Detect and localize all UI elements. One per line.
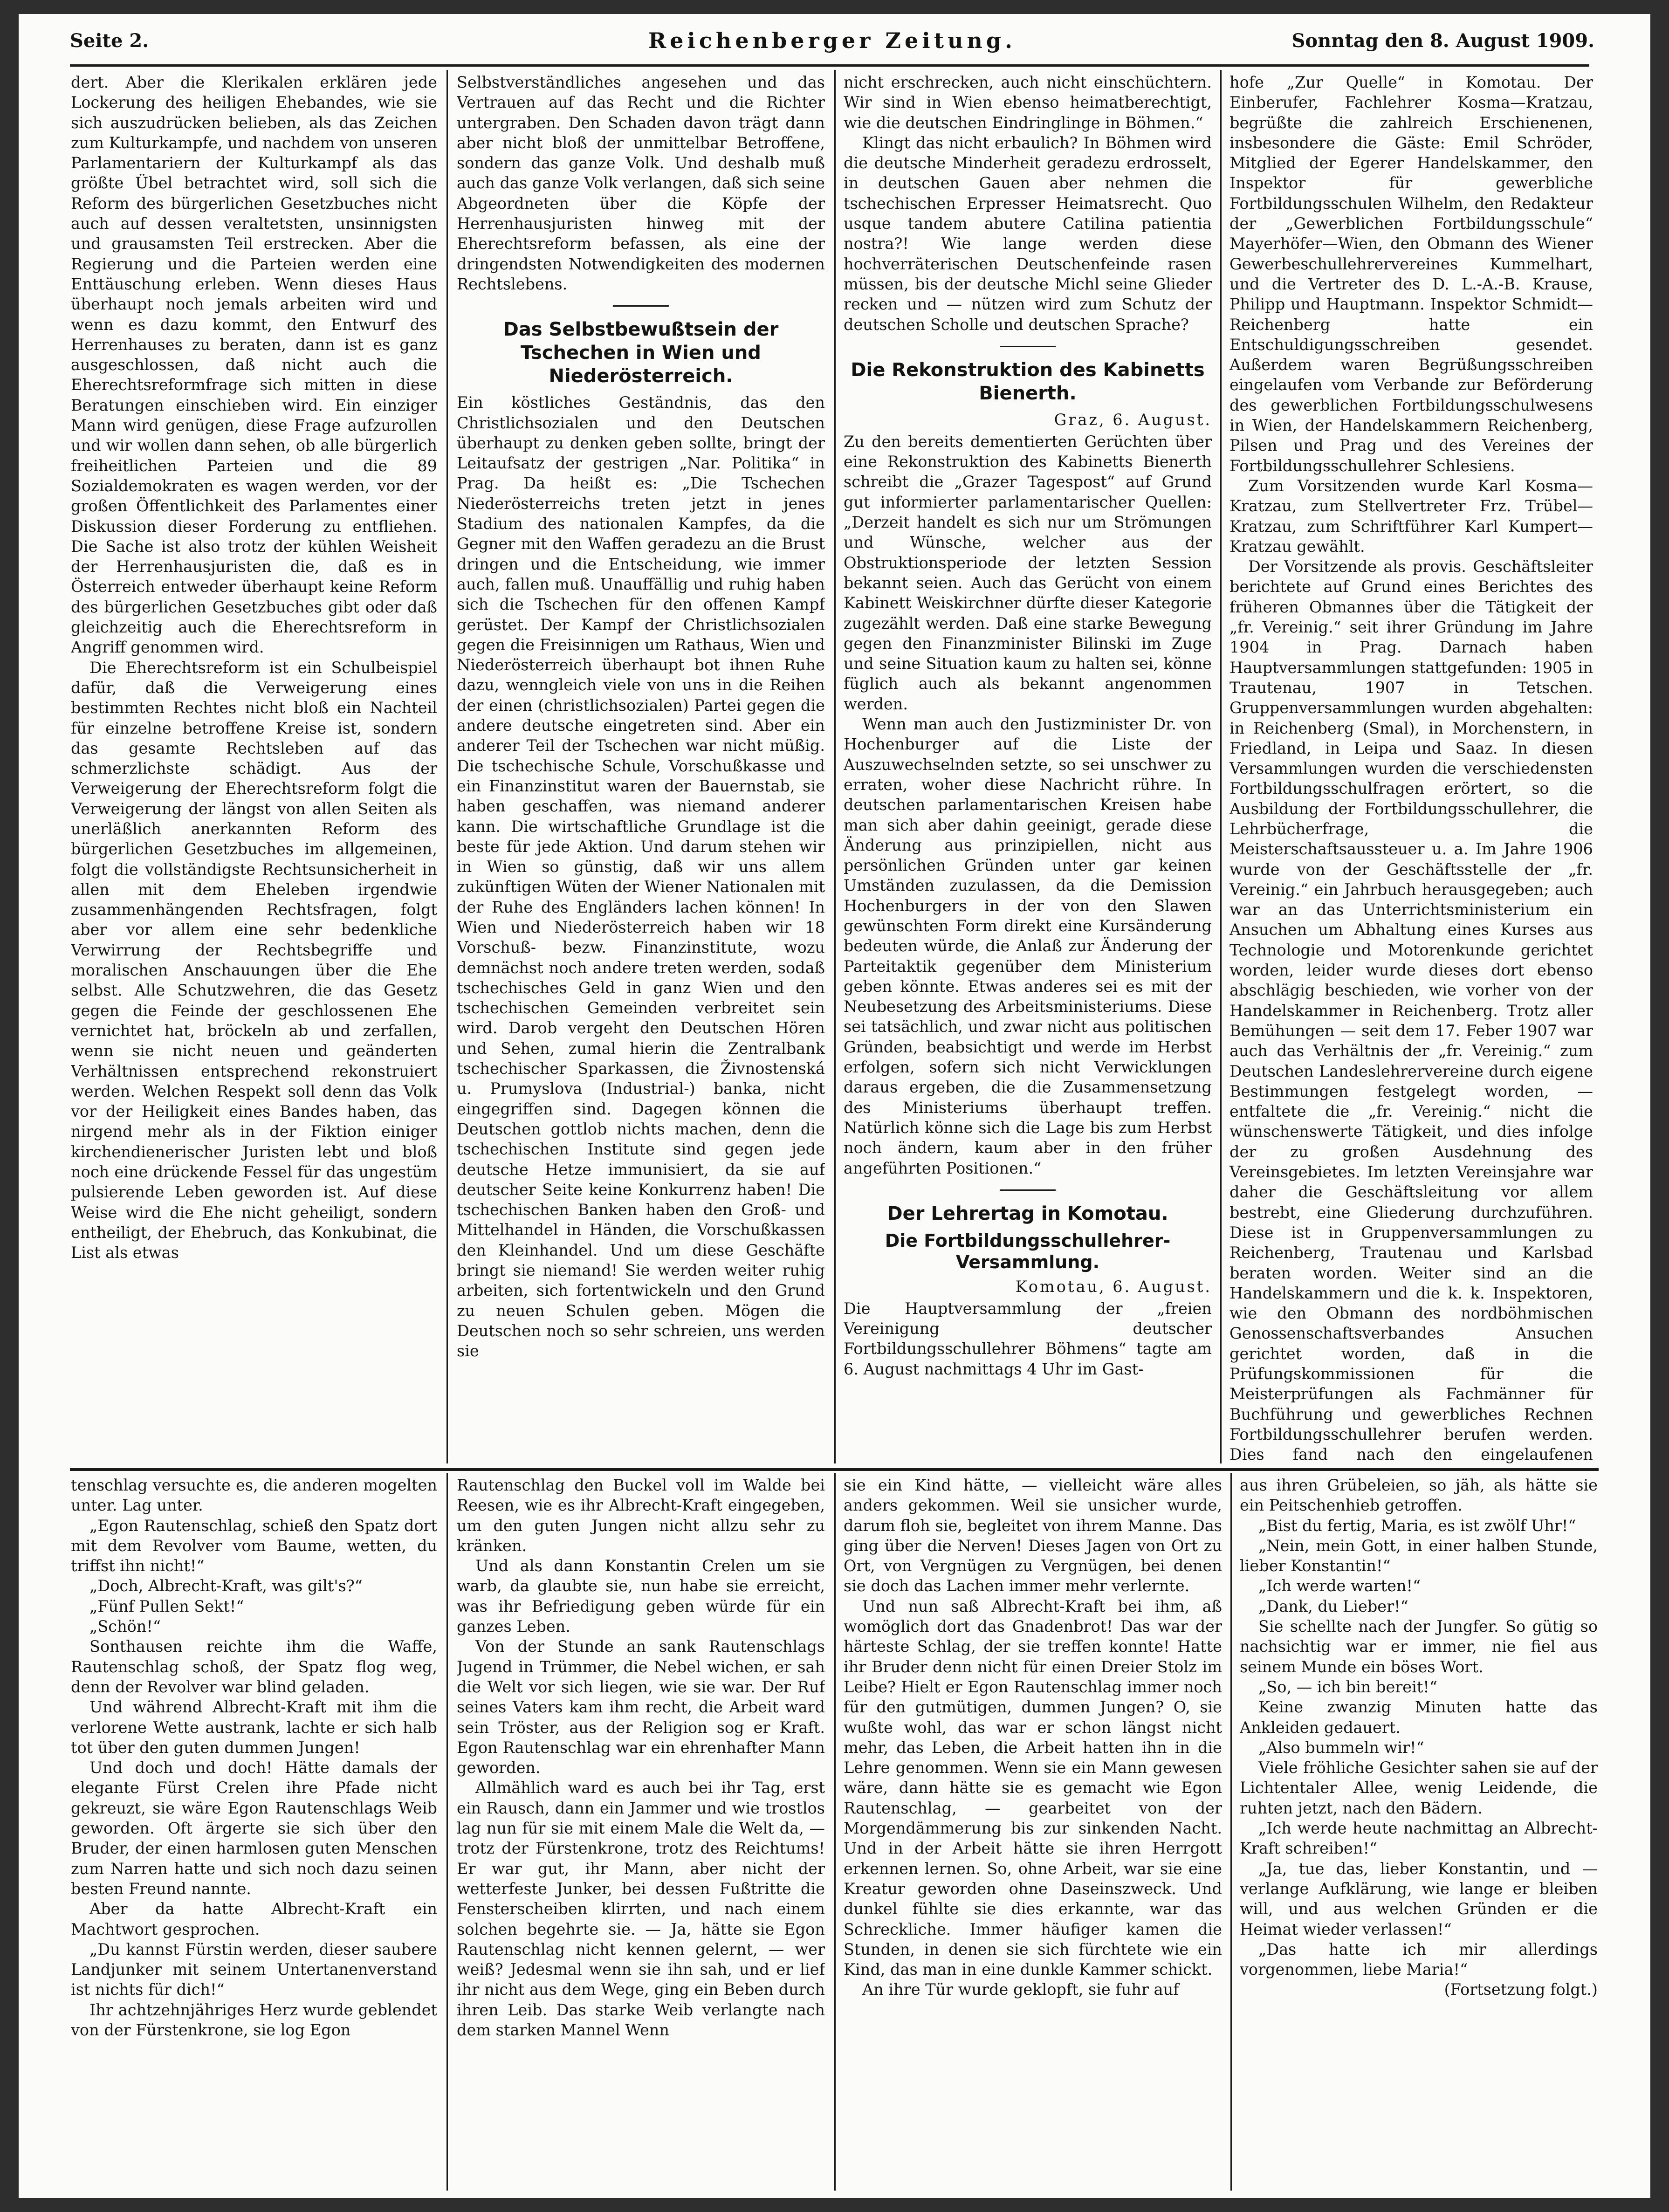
feuilleton-column-2 xyxy=(457,1475,825,2191)
story-paragraph: „So, — ich bin bereit!“ xyxy=(1258,1677,1437,1696)
story-paragraph: Und nun saß Albrecht-Kraft bei ihm, aß womöglich dort das Gnadenbrot! Das war der härteste Schlag, der sie treffen konnte! Hatte ihr Bruder denn nicht für einen Dreier Stolz im Leibe? Hielt er Egon Rautenschlag immer noch für den gutmütigen, dummen Jungen? O, sie wußte wohl, das war er schon längst nicht mehr, das Leben, die Arbeit hatten ihn in die Lehre genommen. Wenn sie ein Mann gewesen wäre, dann hätte sie es gemacht wie Egon Rautenschlag, — gearbeitet von der Morgendämmerung bis zur sinkenden Nacht. Und in der Arbeit hätte sie ihren Herrgott erkennen lernen. So, ohne Arbeit, war sie eine Kreatur geworden ohne Daseinszweck. Und dunkel fühlte sie dies erkannte, war das Schreckliche. Immer häufiger kamen die Stunden, in denen sie sich fürchtete wie ein Kind, das man in eine dunkle Kammer schickt. xyxy=(844,1597,1222,1979)
story-paragraph: „Dank, du Lieber!“ xyxy=(1258,1597,1408,1615)
story-paragraph: Und doch und doch! Hätte damals der elegante Fürst Crelen ihre Pfade nicht gekreuzt, sie wäre Egon Rautenschlags Weib geworden. Oft ärgerte sie sich über den Bruder, der einen harmlosen guten Menschen zum Narren hatte und sich noch dazu seinen besten Freund nannte. xyxy=(71,1759,437,1898)
article-paragraph: Zum Vorsitzenden wurde Karl Kosma—Kratzau, zum Stellvertreter Frz. Trübel—Kratzau, zum Schriftführer Karl Kumpert—Kratzau gewählt. xyxy=(1229,476,1593,556)
story-paragraph: „Nein, mein Gott, in einer halben Stunde, lieber Konstantin!“ xyxy=(1240,1536,1598,1575)
article-paragraph: nicht erschrecken, auch nicht einschüchtern. Wir sind in Wien ebenso heimatberechtigt, wie die deutschen Eindringlinge in Böhmen.“ xyxy=(844,73,1212,132)
feuilleton-column-4 xyxy=(1240,1475,1598,2191)
column-rule-2 xyxy=(834,70,836,1463)
story-paragraph: „Du kannst Fürstin werden, dieser saubere Landjunker mit seinem Untertanenverstand ist nichts für dich!“ xyxy=(71,1940,437,1999)
story-paragraph: Von der Stunde an sank Rautenschlags Jugend in Trümmer, die Nebel wichen, er sah die Welt vor sich liegen, wie sie war. Der Ruf seines Vaters kam ihm recht, die Arbeit ward sein Tröster, aus der Religion sog er Kraft. Egon Rautenschlag war ein ehrenhafter Mann geworden. xyxy=(457,1637,825,1777)
article-paragraph: Zu den bereits dementierten Gerüchten über eine Rekonstruktion des Kabinetts Bienerth schreibt die „Grazer Tagespost“ auf Grund gut informierter parlamentarischer Quellen: „Derzeit handelt es sich nur um Strömungen und Wünsche, welcher aus der Obstruktionsperiode der letzten Session bekannt seien. Auch das Gerücht von einem Kabinett Weiskirchner dürfte dieser Kategorie zugezählt werden. Daß eine starke Bewegung gegen den Finanzminister Bilinski im Zuge und seine Situation kaum zu halten sei, könne füglich auch als bekannt angenommen werden. xyxy=(844,432,1212,713)
masthead: Reichenberger Zeitung. xyxy=(648,28,1017,53)
story-paragraph: sie ein Kind hätte, — vielleicht wäre alles anders gekommen. Weil sie unsicher wurde, darum floh sie, begleitet von ihrem Manne. Das ging über die Nerven! Dieses Jagen von Ort zu Ort, von Vergnügen zu Vergnügen, bei denen sie doch das Lachen immer mehr verlernte. xyxy=(844,1476,1222,1595)
story-paragraph: Allmählich ward es auch bei ihr Tag, erst ein Rausch, dann ein Jammer und wie trostlos lag nun für sie mit einem Male die Welt da, — trotz der Fürstenkrone, trotz des Reichtums! Er war gut, ihr Mann, aber nicht der wetterfeste Junker, bei dessen Fußtritte die Fensterscheiben klirrten, und nach einem solchen begehrte sie. — Ja, hätte sie Egon Rautenschlag nicht kennen gelernt, — wer weiß? Jedesmal wenn sie ihn sah, und er lief ihr nicht aus dem Wege, ging ein Beben durch ihren Leib. Das starke Weib verlangte nach dem starken Mannel Wenn xyxy=(457,1779,825,2040)
feuilleton-rule xyxy=(70,1468,1599,1471)
story-paragraph: Rautenschlag den Buckel voll im Walde bei Reesen, wie es ihr Albrecht-Kraft eingegeben, um den guten Jungen nicht allzu sehr zu kränken. xyxy=(457,1476,825,1555)
article-column-4 xyxy=(1229,72,1593,1463)
story-paragraph: Viele fröhliche Gesichter sahen sie auf der Lichtentaler Allee, wenig Leidende, die ruhten jetzt, nach den Bädern. xyxy=(1240,1759,1598,1817)
page-number: Seite 2. xyxy=(70,30,149,52)
story-paragraph: „Bist du fertig, Maria, es ist zwölf Uhr!“ xyxy=(1258,1516,1576,1535)
article-paragraph: Wenn man auch den Justizminister Dr. von Hochenburger auf die Liste der Auszuwechselnden setzte, so sei unschwer zu erraten, woher diese Nachricht rühre. In deutschen parlamentarischen Kreisen habe man sich aber dahin geeinigt, gerade diese Änderung aus prinzipiellen, nicht aus persönlichen Gründen unter gar keinen Umständen zuzulassen, da die Demission Hochenburgers in der von den Slawen gewünschten Form direkt eine Kursänderung bedeuten würde, die Anlaß zur Änderung der Parteitaktik gegenüber dem Ministerium geben könnte. Etwas anderes sei es mit der Neubesetzung des Arbeitsministeriums. Diese sei tatsächlich, und zwar nicht aus politischen Gründen, beabsichtigt und werde im Herbst erfolgen, sofern sich nicht Verwicklungen daraus ergeben, die die Zusammensetzung des Ministeriums überhaupt treffen. Natürlich könne sich die Lage bis zum Herbst noch ändern, kaum aber in den früher angeführten Positionen.“ xyxy=(844,715,1212,1177)
issue-date: Sonntag den 8. August 1909. xyxy=(1291,30,1594,52)
story-paragraph: Aber da hatte Albrecht-Kraft ein Machtwort gesprochen. xyxy=(71,1900,437,1938)
article-column-1 xyxy=(71,72,437,1463)
feuilleton-column-rule-1 xyxy=(446,1473,448,2191)
story-paragraph: „Schön!“ xyxy=(89,1617,161,1636)
dateline: Graz, 6. August. xyxy=(1054,410,1212,429)
story-paragraph: aus ihren Grübeleien, so jäh, als hätte sie ein Peitschenhieb getroffen. xyxy=(1240,1476,1598,1515)
article-paragraph: Der Vorsitzende als provis. Geschäftsleiter berichtete auf Grund eines Berichtes des früheren Obmannes über die Tätigkeit der „fr. Vereinig.“ seit ihrer Gründung im Jahre 1904 in Prag. Darnach haben Hauptversammlungen stattgefunden: 1905 in Trautenau, 1907 in Tetschen. Gruppenversammlungen wurden abgehalten: in Reichenberg (Smal), in Morchenstern, in Friedland, in Leipa und Saaz. In diesen Versammlungen wurden die verschiedensten Fortbildungsschulfragen erörtert, so die Ausbildung der Fortbildungsschullehrer, die Lehrbücherfrage, die Meisterschaftsaussteuer u. a. Im Jahre 1906 wurde von der Geschäftsstelle der „fr. Vereinig.“ ein Jahrbuch herausgegeben; auch war an das Unterrichtsministerium ein Ansuchen um Abhaltung eines Kurses aus Technologie und Motorenkunde gerichtet worden, leider wurde dieses dort ebenso abschlägig beschieden, wie vorher von der Handelskammer in Reichenberg. Trotz aller Bemühungen — seit dem 17. Feber 1907 war auch das Verhältnis der „fr. Vereinig.“ zum Deutschen Landeslehrervereine durch eigene Bestimmungen festgelegt worden, — entfaltete die „fr. Vereinig.“ nicht die wünschenswerte Tätigkeit, und dies infolge der zu großen Ausdehnung des Vereinsgebietes. Im letzten Vereinsjahre war daher die Geschäftsleitung vor allem bestrebt, eine Gliederung durchzuführen. Diese ist in Gruppenversammlungen zu Reichenberg, Trautenau und Karlsbad beraten worden. Weiter sind an die Handelskammern und die k. k. Inspektoren, wie den Obmann des nordböhmischen Genossenschaftsverbandes Ansuchen gerichtet worden, daß in die Prüfungskommissionen für die Meisterprüfungen als Fachmänner für Buchführung und gewerbliches Rechnen Fortbildungsschullehrer berufen werden. Dies fand nach den eingelaufenen xyxy=(1229,557,1593,1463)
article-column-3 xyxy=(844,72,1212,1463)
article-paragraph: Die Hauptversammlung der „freien Vereinigung deutscher Fortbildungsschullehrer Böhmens“ tagte am 6. August nachmittags 4 Uhr im Gast- xyxy=(844,1299,1212,1378)
column-rule-3 xyxy=(1220,70,1222,1463)
scan-border-bottom xyxy=(0,2198,1669,2212)
dateline: Komotau, 6. August. xyxy=(1015,1277,1212,1296)
article-subheadline: Die Fortbildungsschullehrer-Versammlung. xyxy=(885,1230,1171,1272)
article-separator xyxy=(1000,1189,1056,1191)
article-paragraph: Klingt das nicht erbaulich? In Böhmen wird die deutsche Minderheit geradezu erdrosselt, in deutschen Gauen aber nehmen die tschechischen Erpresser Heimatsrecht. Quo usque tandem abutere Catilina patientia nostra?! Wie lange werden diese hochverräterischen Deutschenfeinde rasen müssen, bis der deutsche Michl seine Glieder recken und — nützen wird zum Schutz der deutschen Scholle und deutschen Sprache? xyxy=(844,133,1212,334)
scan-border-right xyxy=(1650,0,1669,2212)
story-paragraph: Ihr achtzehnjähriges Herz wurde geblendet von der Fürstenkrone, sie log Egon xyxy=(71,2000,437,2040)
article-headline: Das Selbstbewußtsein der Tschechen in Wien und Niederösterreich. xyxy=(503,319,779,387)
article-separator xyxy=(613,305,669,307)
article-paragraph: dert. Aber die Klerikalen erklären jede Lockerung des heiligen Ehebandes, wie sie sich auszudrücken belieben, als das Zeichen zum Kulturkampfe, und nachdem von unseren Parlamentariern der Kulturkampf als das größte Übel betrachtet wird, soll sich die Reform des bürgerlichen Gesetzbuches nicht auch auf dessen veraltetsten, unsinnigsten und grausamsten Teil erstrecken. Aber die Regierung und die Parteien werden eine Enttäuschung erleben. Wenn dieses Haus überhaupt noch jemals arbeiten wird und wenn es dazu kommt, den Entwurf des Herrenhauses zu beraten, dann ist es ganz ausgeschlossen, daß nicht auch die Eherechtsreformfrage sich mitten in diese Beratungen einschieben wird. Ein einziger Mann wird genügen, diese Frage aufzurollen und wir wollen dann sehen, ob alle bürgerlich freiheitlichen Parteien und die 89 Sozialdemokraten es wagen werden, vor der großen Öffentlichkeit des Parlamentes einer Diskussion dieser Forderung zu entfliehen. Die Sache ist also trotz der kühlen Weisheit der Herrenhausjuristen die, daß es in Österreich entweder überhaupt keine Reform des bürgerlichen Gesetzbuches gibt oder daß gleichzeitig auch die Eherechtsreform in Angriff genommen wird. xyxy=(71,73,437,657)
story-paragraph: „Also bummeln wir!“ xyxy=(1258,1738,1424,1757)
article-separator xyxy=(1000,346,1056,347)
story-paragraph: Keine zwanzig Minuten hatte das Ankleiden gedauert. xyxy=(1240,1698,1598,1737)
article-headline: Die Rekonstruktion des Kabinetts Bienerth. xyxy=(851,359,1205,404)
article-paragraph: Ein köstliches Geständnis, das den Christlichsozialen und den Deutschen überhaupt zu denken geben sollte, bringt der Leitaufsatz der gestrigen „Nar. Politika“ in Prag. Da heißt es: „Die Tschechen Niederösterreichs treten jetzt in jenes Stadium des nationalen Kampfes, da die Gegner mit den Waffen geradezu an die Brust dringen und die Entscheidung, wie immer auch, fallen muß. Unauffällig und ruhig haben sich die Tschechen für den offenen Kampf gerüstet. Der Kampf der Christlichsozialen gegen die Freisinnigen um Rathaus, Wien und Niederösterreich überhaupt bot ihnen Ruhe dazu, wenngleich viele von uns in die Reihen der einen (christlichsozialen) Partei gegen die andere deutsche eingetreten sind. Aber ein anderer Teil der Tschechen war nicht müßig. Die tschechische Schule, Vorschußkasse und ein Finanzinstitut waren der Bauernstab, sie haben geschaffen, was niemand anderer kann. Die wirtschaftliche Grundlage ist die beste für jede Aktion. Und darum stehen wir in Wien so günstig, daß wir uns allem zukünftigen Wüten der Wiener Nationalen mit der Ruhe des Engländers lachen können! In Wien und Niederösterreich haben wir 18 Vorschuß- bezw. Finanzinstitute, wozu demnächst noch andere treten werden, sodaß tschechisches Geld in ganz Wien und den tschechischen Gemeinden verbreitet sein wird. Darob vergeht den Deutschen Hören und Sehen, zumal hierin die Zentralbank tschechischer Sparkassen, die Živnostenská u. Prumyslova (Industrial-) banka, nicht eingegriffen sind. Dagegen können die Deutschen gottlob nichts machen, denn die tschechischen Institute sind gegen jede deutsche Hetze immunisiert, da sie auf deutscher Seite keine Konkurrenz haben! Die tschechischen Banken haben den Groß- und Mittelhandel in Händen, die Vorschußkassen den Kleinhandel. Und um diese Geschäfte bringt sie niemand! Sie werden weiter ruhig arbeiten, sich fortentwickeln und den Grund zu neuen Schulen geben. Mögen die Deutschen noch so sehr schreien, uns werden sie xyxy=(457,393,825,1360)
feuilleton-column-3 xyxy=(844,1475,1222,2191)
header-rule xyxy=(70,64,1589,67)
story-paragraph: Sonthausen reichte ihm die Waffe, Rautenschlag schoß, der Spatz flog weg, denn der Revolver war blind geladen. xyxy=(71,1637,437,1696)
story-paragraph: Und während Albrecht-Kraft mit ihm die verlorene Wette austrank, lachte er sich halb tot über den guten dummen Jungen! xyxy=(71,1698,437,1757)
story-paragraph: „Das hatte ich mir allerdings vorgenommen, liebe Maria!“ xyxy=(1240,1940,1598,1979)
story-paragraph: „Ja, tue das, lieber Konstantin, und — verlange Aufklärung, wie lange er bleiben will, und aus welchen Gründen er die Heimat wieder verlassen!“ xyxy=(1240,1859,1598,1938)
story-paragraph: „Ich werde heute nachmittag an Albrecht-Kraft schreiben!“ xyxy=(1240,1819,1598,1858)
story-paragraph: Sie schellte nach der Jungfer. So gütig so nachsichtig war er immer, nie fiel aus seinem Munde ein böses Wort. xyxy=(1240,1617,1598,1676)
story-paragraph: Und als dann Konstantin Crelen um sie warb, da glaubte sie, nun habe sie erreicht, was ihr Befriedigung geben würde für ein ganzes Leben. xyxy=(457,1557,825,1636)
scan-border-top xyxy=(0,0,1669,14)
story-paragraph: An ihre Tür wurde geklopft, sie fuhr auf xyxy=(862,1980,1179,1999)
story-paragraph: „Fünf Pullen Sekt!“ xyxy=(89,1597,244,1615)
continuation-note: (Fortsetzung folgt.) xyxy=(1444,1980,1598,1999)
story-paragraph: „Egon Rautenschlag, schieß den Spatz dort mit dem Revolver vom Baume, wetten, du triffst ihn nicht!“ xyxy=(71,1516,437,1575)
story-paragraph: tenschlag versuchte es, die anderen mogelten unter. Lag unter. xyxy=(71,1476,437,1515)
story-paragraph: „Ich werde warten!“ xyxy=(1258,1577,1421,1595)
feuilleton-column-rule-2 xyxy=(834,1473,836,2191)
feuilleton-column-1 xyxy=(71,1475,437,2191)
article-column-2 xyxy=(457,72,825,1463)
story-paragraph: „Doch, Albrecht-Kraft, was gilt's?“ xyxy=(89,1577,363,1595)
article-paragraph: Die Eherechtsreform ist ein Schulbeispiel dafür, daß die Verweigerung eines bestimmten Rechtes nicht bloß ein Nachteil für einzelne betroffene Kreise ist, sondern das gesamte Rechtsleben auf das schmerzlichste schädigt. Aus der Verweigerung der Eherechtsreform folgt die Verweigerung der längst von allen Seiten als unerläßlich anerkannten Reform des bürgerlichen Gesetzbuches im allgemeinen, folgt die vollständigste Rechtsunsicherheit in allen mit dem Eheleben irgendwie zusammenhängenden Rechtsfragen, folgt aber vor allem eine sehr bedenkliche Verwirrung der Rechtsbegriffe und moralischen Anschauungen über die Ehe selbst. Alle Schutzwehren, die das Gesetz gegen die Feinde der geschlossenen Ehe vernichtet hat, bröckeln ab und zerfallen, wenn sie nicht neuen und geänderten Verhältnissen entsprechend rekonstruiert werden. Welchen Respekt soll denn das Volk vor der Heiligkeit eines Bandes haben, das nirgend mehr als in der Fiktion einiger kirchendienerischer Juristen lebt und bloß noch eine drückende Fessel für das ungestüm pulsierende Leben geworden ist. Auf diese Weise wird die Ehe nicht geheiligt, sondern entheiligt, der Ehebruch, das Konkubinat, die List als etwas xyxy=(71,658,437,1262)
column-rule-1 xyxy=(446,70,448,1463)
article-paragraph: Selbstverständliches angesehen und das Vertrauen auf das Recht und die Richter untergraben. Den Schaden davon trägt dann aber nicht bloß der unmittelbar Betroffene, sondern das ganze Volk. Und deshalb muß auch das ganze Volk verlangen, daß sich seine Abgeordneten über die Köpfe der Herrenhausjuristen hinweg mit der Eherechtsreform befassen, als eine der dringendsten Notwendigkeiten des modernen Rechtslebens. xyxy=(457,73,825,293)
page-header xyxy=(70,23,1594,61)
feuilleton-column-rule-3 xyxy=(1230,1473,1232,2191)
scan-border-left xyxy=(0,0,19,2212)
article-paragraph: hofe „Zur Quelle“ in Komotau. Der Einberufer, Fachlehrer Kosma—Kratzau, begrüßte die zahlreich Erschienenen, insbesondere die Gäste: Emil Schröder, Mitglied der Egerer Handelskammer, den Inspektor für gewerbliche Fortbildungsschulen Wilhelm, den Redakteur der „Gewerblichen Fortbildungsschule“ Mayerhöfer—Wien, den Obmann des Wiener Gewerbeschullehrervereines Kummelhart, und die Vertreter des D. L.-A.-B. Krause, Philipp und Hauptmann. Inspektor Schmidt—Reichenberg hatte ein Entschuldigungsschreiben gesendet. Außerdem waren Begrüßungsschreiben eingelaufen vom Verbande zur Beförderung des gewerblichen Fortbildungsschulwesens in Wien, der Handelskammern Reichenberg, Pilsen und Prag und des Vereines der Fortbildungsschullehrer Schlesiens. xyxy=(1229,73,1593,475)
article-headline: Der Lehrertag in Komotau. xyxy=(887,1202,1168,1224)
